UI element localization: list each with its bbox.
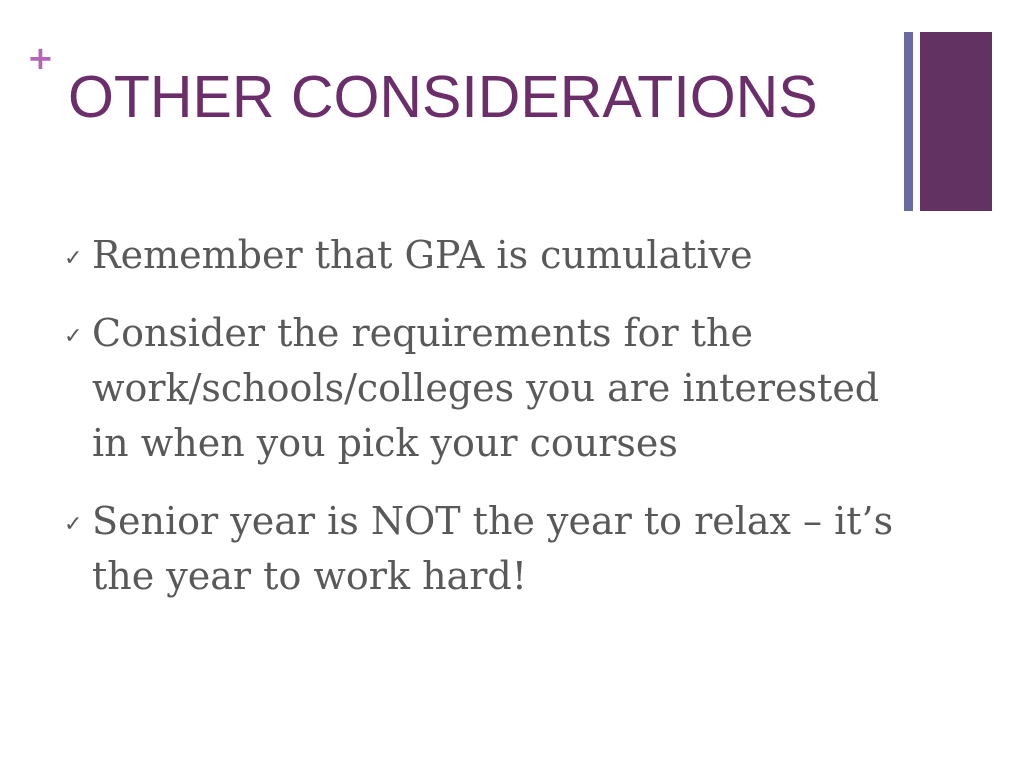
- bullet-item: [62, 228, 922, 283]
- check-icon: ✓: [64, 324, 83, 349]
- bullet-text: Senior year is NOT the year to relax – it’s the year to work hard!: [92, 499, 894, 598]
- bullet-list: [62, 228, 922, 627]
- slide-title: OTHER CONSIDERATIONS: [68, 64, 818, 130]
- bullet-item: [62, 494, 922, 604]
- check-icon: ✓: [64, 246, 83, 271]
- bullet-text: Consider the requirements for the work/schools/colleges you are interested in when you pick your courses: [92, 311, 880, 465]
- check-icon: ✓: [64, 512, 83, 537]
- bullet-text: Remember that GPA is cumulative: [92, 233, 753, 277]
- accent-bar-thick: [920, 32, 992, 211]
- accent-bar-thin: [904, 32, 913, 211]
- bullet-item: [62, 306, 922, 471]
- plus-icon: +: [27, 39, 54, 77]
